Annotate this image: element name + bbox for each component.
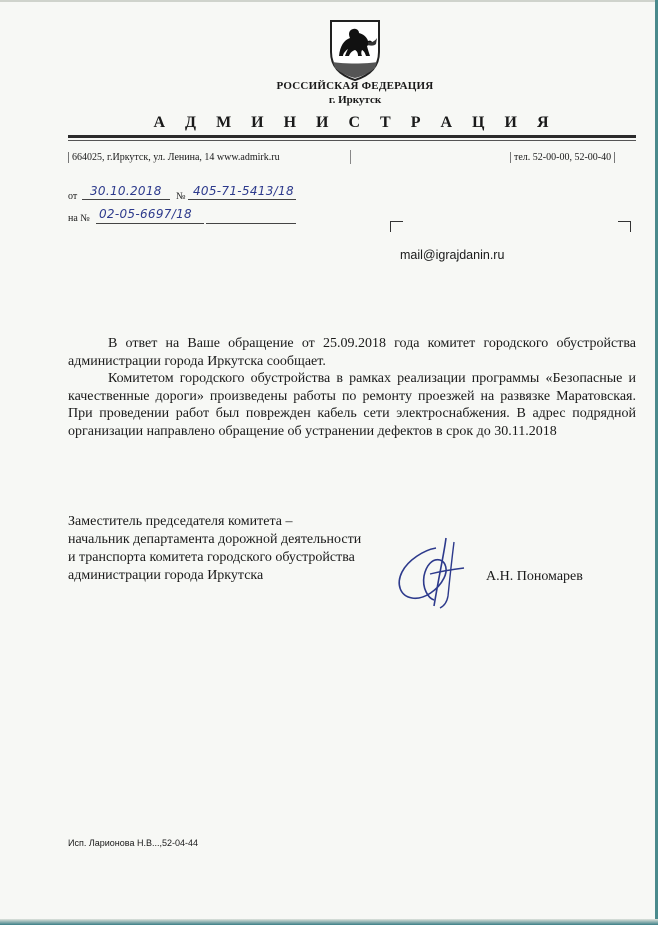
scan-edge-top (0, 0, 658, 2)
header-rule-thick (68, 135, 636, 138)
executor-note: Исп. Ларионова Н.В...,52-04-44 (68, 838, 198, 848)
header-phone: тел. 52-00-00, 52-00-40 (510, 152, 615, 163)
header-country: РОССИЙСКАЯ ФЕДЕРАЦИЯ (276, 80, 434, 92)
position-line: Заместитель председателя комитета – (68, 514, 293, 529)
body-paragraph-2: Комитетом городского обустройства в рамках реализации программы «Безопасные и качественные дороги» произведены работы по ремонту проезжей на развязке Маратовская. При проведении работ был поврежден кабель сети электроснабжения. В адрес подрядной организации направлено обращение об устранении дефектов в срок до 30.11.2018 (68, 371, 636, 439)
scan-edge-bottom (0, 919, 658, 925)
header-address: 664025, г.Иркутск, ул. Ленина, 14 www.admirk.ru (68, 152, 280, 163)
contact-divider (350, 150, 351, 164)
header-rule-thin (68, 140, 636, 141)
addressee-email: mail@igrajdanin.ru (400, 248, 505, 262)
ref-underline-extra (206, 223, 296, 224)
position-line: и транспорта комитета городского обустройства (68, 550, 355, 565)
date-value: 30.10.2018 (90, 184, 162, 198)
number-label: № (176, 191, 186, 202)
header-organization: А Д М И Н И С Т Р А Ц И Я (153, 114, 557, 131)
coat-of-arms-icon (328, 18, 382, 82)
addressee-corner-right (618, 221, 631, 232)
body-paragraph-1: В ответ на Ваше обращение от 25.09.2018 года комитет городского обустройства администрации города Иркутска сообщает. (68, 336, 636, 369)
handwritten-signature (384, 536, 476, 610)
ref-label: на № (68, 213, 90, 224)
signatory-name: А.Н. Пономарев (486, 569, 583, 584)
header-city: г. Иркутск (328, 94, 382, 106)
date-underline (82, 199, 170, 200)
date-label: от (68, 191, 78, 202)
position-line: начальник департамента дорожной деятельности (68, 532, 362, 547)
signatory-position (68, 513, 361, 585)
addressee-corner-left (390, 221, 403, 232)
number-underline (188, 199, 296, 200)
letter-body (68, 335, 636, 440)
ref-value: 02-05-6697/18 (99, 207, 192, 221)
number-value: 405-71-5413/18 (193, 184, 294, 198)
ref-underline (96, 223, 204, 224)
position-line: администрации города Иркутска (68, 568, 264, 583)
